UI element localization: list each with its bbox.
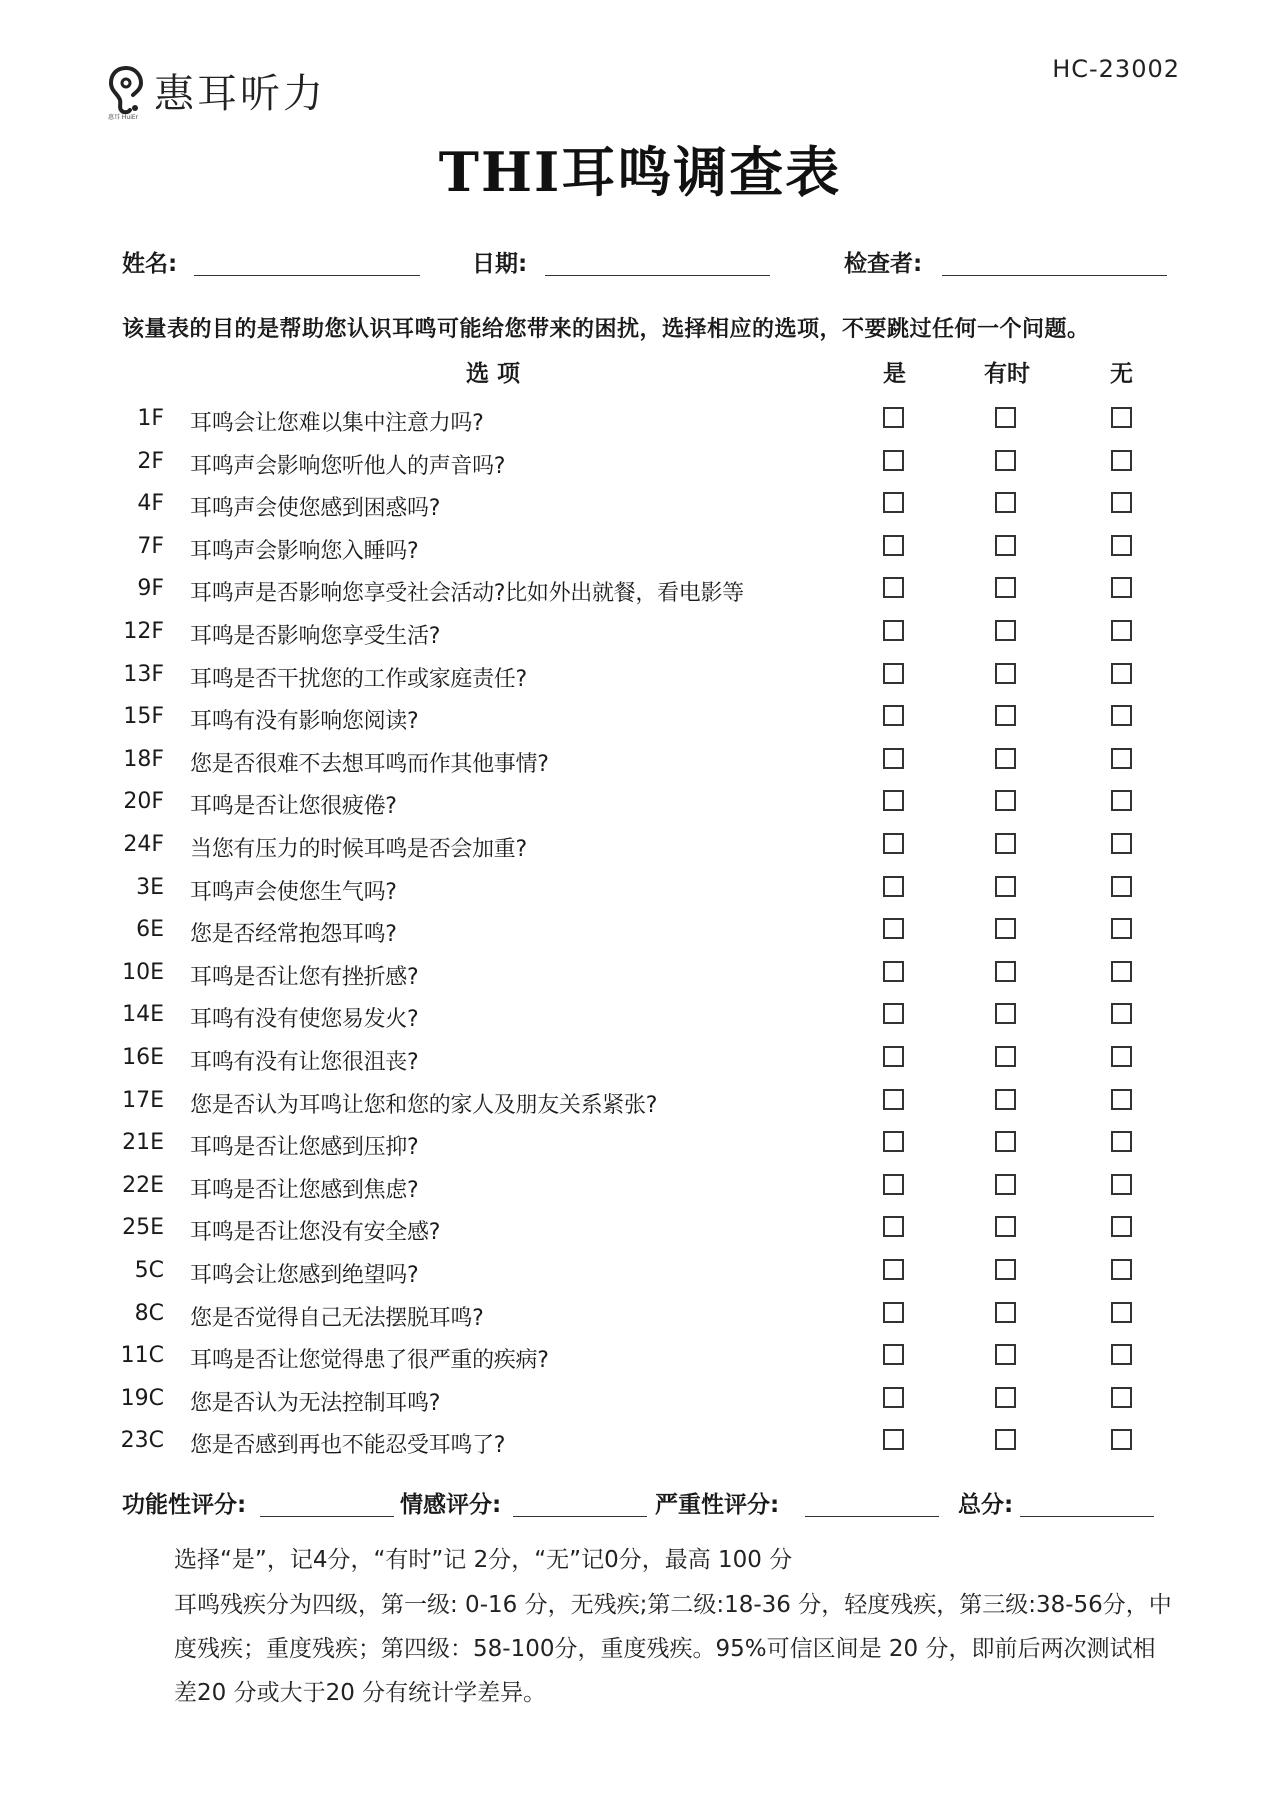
question-text: 耳鸣是否让您有挫折感? (190, 964, 419, 990)
question-row (0, 400, 1280, 442)
severity-score-field[interactable] (805, 1516, 939, 1517)
emotional-score-label: 情感评分: (400, 1492, 502, 1518)
question-text: 耳鸣是否让您感到压抑? (190, 1135, 419, 1161)
question-text: 耳鸣有没有影响您阅读? (190, 709, 419, 735)
checkbox-no[interactable] (1111, 1302, 1132, 1323)
question-code: 20F (123, 789, 164, 815)
question-text: 耳鸣会让您难以集中注意力吗? (190, 411, 484, 436)
question-code: 12F (123, 619, 164, 644)
checkbox-no[interactable] (1111, 535, 1132, 556)
question-row (0, 996, 1280, 1038)
checkbox-no[interactable] (1111, 1174, 1132, 1195)
checkbox-sometimes[interactable] (995, 1302, 1016, 1323)
checkbox-no[interactable] (1111, 492, 1132, 513)
question-row (0, 1167, 1280, 1209)
question-code: 9F (137, 576, 164, 602)
examiner-field[interactable] (942, 275, 1167, 276)
column-header-yes: 是 (883, 361, 906, 387)
page-title: THI耳鸣调查表 (438, 140, 842, 204)
checkbox-yes[interactable] (883, 1302, 904, 1323)
question-text: 您是否觉得自己无法摆脱耳鸣? (190, 1305, 484, 1331)
question-text: 耳鸣声会影响您入睡吗? (190, 538, 419, 564)
checkbox-yes[interactable] (883, 1046, 904, 1067)
checkbox-no[interactable] (1111, 1003, 1132, 1024)
question-row (0, 1380, 1280, 1422)
scoring-notes (122, 1537, 1172, 1583)
grading-notes (122, 1583, 1172, 1715)
question-text: 您是否认为耳鸣让您和您的家人及朋友关系紧张? (190, 1092, 658, 1118)
checkbox-no[interactable] (1111, 663, 1132, 684)
checkbox-no[interactable] (1111, 1046, 1132, 1067)
question-text: 耳鸣是否干扰您的工作或家庭责任? (190, 666, 527, 692)
name-label: 姓名: (122, 251, 178, 277)
checkbox-sometimes[interactable] (995, 1344, 1016, 1365)
checkbox-no[interactable] (1111, 961, 1132, 982)
checkbox-yes[interactable] (883, 1174, 904, 1195)
question-code: 23C (120, 1428, 164, 1454)
checkbox-yes[interactable] (883, 705, 904, 726)
question-code: 3E (136, 874, 164, 900)
checkbox-sometimes[interactable] (995, 918, 1016, 939)
scoring-rule: 选择“是”，记4分，“有时”记 2分，“无”记0分，最高 100 分 (174, 1547, 793, 1573)
score-row (122, 1486, 1172, 1522)
question-text: 耳鸣有没有使您易发火? (190, 1007, 419, 1033)
question-code: 24F (123, 832, 164, 857)
checkbox-no[interactable] (1111, 705, 1132, 726)
question-code: 13F (123, 661, 164, 687)
question-code: 17E (122, 1087, 164, 1113)
checkbox-yes[interactable] (883, 450, 904, 471)
checkbox-sometimes[interactable] (995, 1259, 1016, 1280)
checkbox-yes[interactable] (883, 1429, 904, 1450)
question-text: 耳鸣是否影响您享受生活? (190, 624, 441, 649)
question-code: 1F (137, 406, 164, 431)
checkbox-yes[interactable] (883, 961, 904, 982)
checkbox-yes[interactable] (883, 1344, 904, 1365)
question-row (0, 485, 1280, 527)
question-text: 耳鸣是否让您很疲倦? (190, 794, 397, 820)
question-row (0, 1295, 1280, 1337)
checkbox-yes[interactable] (883, 535, 904, 556)
checkbox-yes[interactable] (883, 918, 904, 939)
question-row (0, 869, 1280, 911)
grading-rule: 耳鸣残疾分为四级，第一级: 0-16 分，无残疾;第二级:18-36 分，轻度残疾，第三级:38-56分，中度残疾；重度残疾；第四级：58-100分，重度残疾。95%可信区间是 20 分，即前后两次测试相差20 分或大于20 分有统计学差异。 (174, 1592, 1172, 1706)
checkbox-sometimes[interactable] (995, 1174, 1016, 1195)
checkbox-sometimes[interactable] (995, 407, 1016, 428)
question-text: 耳鸣是否让您觉得患了很严重的疾病? (190, 1348, 549, 1374)
question-row (0, 528, 1280, 570)
severity-score-label: 严重性评分: (655, 1492, 780, 1518)
functional-score-field[interactable] (260, 1516, 394, 1517)
question-row (0, 741, 1280, 783)
question-code: 22E (122, 1172, 164, 1198)
document-code: HC-23002 (1052, 55, 1180, 83)
question-text: 您是否感到再也不能忍受耳鸣了? (190, 1433, 506, 1459)
question-row (0, 656, 1280, 698)
checkbox-no[interactable] (1111, 1089, 1132, 1110)
emotional-score-field[interactable] (513, 1516, 647, 1517)
checkbox-no[interactable] (1111, 1429, 1132, 1450)
checkbox-sometimes[interactable] (995, 833, 1016, 854)
checkbox-no[interactable] (1111, 833, 1132, 854)
question-code: 25E (122, 1215, 164, 1241)
checkbox-no[interactable] (1111, 1131, 1132, 1152)
checkbox-yes[interactable] (883, 407, 904, 428)
question-row (0, 911, 1280, 953)
checkbox-sometimes[interactable] (995, 1216, 1016, 1237)
question-text: 您是否很难不去想耳鸣而作其他事情? (190, 751, 549, 777)
checkbox-sometimes[interactable] (995, 1003, 1016, 1024)
checkbox-yes[interactable] (883, 663, 904, 684)
question-text: 当您有压力的时候耳鸣是否会加重? (190, 837, 527, 862)
checkbox-no[interactable] (1111, 790, 1132, 811)
question-text: 耳鸣声会使您生气吗? (190, 879, 397, 905)
brand-name: 惠耳听力 (154, 70, 326, 117)
checkbox-yes[interactable] (883, 1259, 904, 1280)
question-text: 耳鸣声是否影响您享受社会活动?比如外出就餐，看电影等 (190, 581, 744, 607)
question-row (0, 570, 1280, 612)
ear-logo-icon (108, 64, 144, 121)
question-row (0, 1337, 1280, 1379)
checkbox-no[interactable] (1111, 876, 1132, 897)
question-row (0, 1039, 1280, 1081)
question-code: 2F (137, 448, 164, 474)
question-row (0, 1252, 1280, 1294)
question-text: 耳鸣声会使您感到困惑吗? (190, 496, 441, 522)
checkbox-yes[interactable] (883, 492, 904, 513)
question-row (0, 698, 1280, 740)
question-code: 6E (136, 917, 164, 943)
checkbox-no[interactable] (1111, 1344, 1132, 1365)
question-row (0, 1209, 1280, 1251)
question-text: 耳鸣有没有让您很沮丧? (190, 1050, 419, 1075)
question-code: 4F (137, 491, 164, 517)
question-row (0, 443, 1280, 485)
checkbox-sometimes[interactable] (995, 620, 1016, 641)
column-header-item: 选 项 (466, 361, 521, 387)
checkbox-yes[interactable] (883, 1089, 904, 1110)
question-code: 19C (120, 1385, 164, 1411)
question-code: 14E (122, 1002, 164, 1028)
checkbox-yes[interactable] (883, 790, 904, 811)
question-row (0, 1082, 1280, 1124)
column-header-sometimes: 有时 (984, 361, 1030, 387)
question-text: 耳鸣声会影响您听他人的声音吗? (190, 453, 506, 479)
question-code: 7F (137, 533, 164, 559)
checkbox-no[interactable] (1111, 450, 1132, 471)
question-row (0, 1124, 1280, 1166)
checkbox-no[interactable] (1111, 1259, 1132, 1280)
checkbox-yes[interactable] (883, 876, 904, 897)
question-code: 11C (120, 1343, 164, 1369)
total-score-label: 总分: (958, 1492, 1014, 1518)
checkbox-sometimes[interactable] (995, 748, 1016, 769)
checkbox-yes[interactable] (883, 1387, 904, 1408)
checkbox-no[interactable] (1111, 407, 1132, 428)
checkbox-sometimes[interactable] (995, 535, 1016, 556)
question-text: 耳鸣会让您感到绝望吗? (190, 1263, 419, 1288)
question-row (0, 783, 1280, 825)
checkbox-no[interactable] (1111, 918, 1132, 939)
checkbox-sometimes[interactable] (995, 705, 1016, 726)
checkbox-yes[interactable] (883, 833, 904, 854)
checkbox-sometimes[interactable] (995, 1046, 1016, 1067)
question-code: 18F (123, 746, 164, 772)
checkbox-yes[interactable] (883, 1003, 904, 1024)
question-row (0, 954, 1280, 996)
checkbox-yes[interactable] (883, 748, 904, 769)
checkbox-yes[interactable] (883, 1131, 904, 1152)
checkbox-no[interactable] (1111, 620, 1132, 641)
question-text: 耳鸣是否让您没有安全感? (190, 1220, 441, 1246)
question-code: 21E (122, 1130, 164, 1156)
checkbox-sometimes[interactable] (995, 663, 1016, 684)
checkbox-no[interactable] (1111, 1387, 1132, 1408)
question-text: 您是否经常抱怨耳鸣? (190, 922, 397, 948)
checkbox-yes[interactable] (883, 620, 904, 641)
checkbox-sometimes[interactable] (995, 961, 1016, 982)
question-code: 15F (123, 704, 164, 730)
question-row (0, 1422, 1280, 1464)
question-row (0, 613, 1280, 655)
question-code: 16E (122, 1045, 164, 1070)
question-code: 10E (122, 959, 164, 985)
checkbox-sometimes[interactable] (995, 492, 1016, 513)
brand-subtext: 惠耳 HuiEr (108, 114, 139, 121)
examiner-label: 检查者: (844, 251, 923, 277)
column-header-no: 无 (1110, 361, 1133, 387)
functional-score-label: 功能性评分: (122, 1492, 247, 1518)
checkbox-no[interactable] (1111, 1216, 1132, 1237)
checkbox-no[interactable] (1111, 748, 1132, 769)
total-score-field[interactable] (1020, 1516, 1154, 1517)
checkbox-sometimes[interactable] (995, 790, 1016, 811)
name-field[interactable] (194, 275, 420, 276)
date-label: 日期: (472, 251, 528, 277)
checkbox-sometimes[interactable] (995, 1089, 1016, 1110)
checkbox-yes[interactable] (883, 1216, 904, 1237)
checkbox-sometimes[interactable] (995, 876, 1016, 897)
question-code: 5C (134, 1258, 164, 1283)
checkbox-yes[interactable] (883, 577, 904, 598)
checkbox-sometimes[interactable] (995, 577, 1016, 598)
question-row (0, 826, 1280, 868)
checkbox-sometimes[interactable] (995, 1131, 1016, 1152)
brand-logo (108, 60, 326, 120)
question-code: 8C (134, 1300, 164, 1326)
checkbox-sometimes[interactable] (995, 450, 1016, 471)
date-field[interactable] (545, 275, 770, 276)
checkbox-sometimes[interactable] (995, 1429, 1016, 1450)
patient-info-row (122, 245, 1172, 281)
question-text: 您是否认为无法控制耳鸣? (190, 1390, 441, 1416)
instruction-text: 该量表的目的是帮助您认识耳鸣可能给您带来的困扰，选择相应的选项，不要跳过任何一个问题。 (122, 317, 1090, 342)
checkbox-no[interactable] (1111, 577, 1132, 598)
checkbox-sometimes[interactable] (995, 1387, 1016, 1408)
question-text: 耳鸣是否让您感到焦虑? (190, 1177, 419, 1203)
